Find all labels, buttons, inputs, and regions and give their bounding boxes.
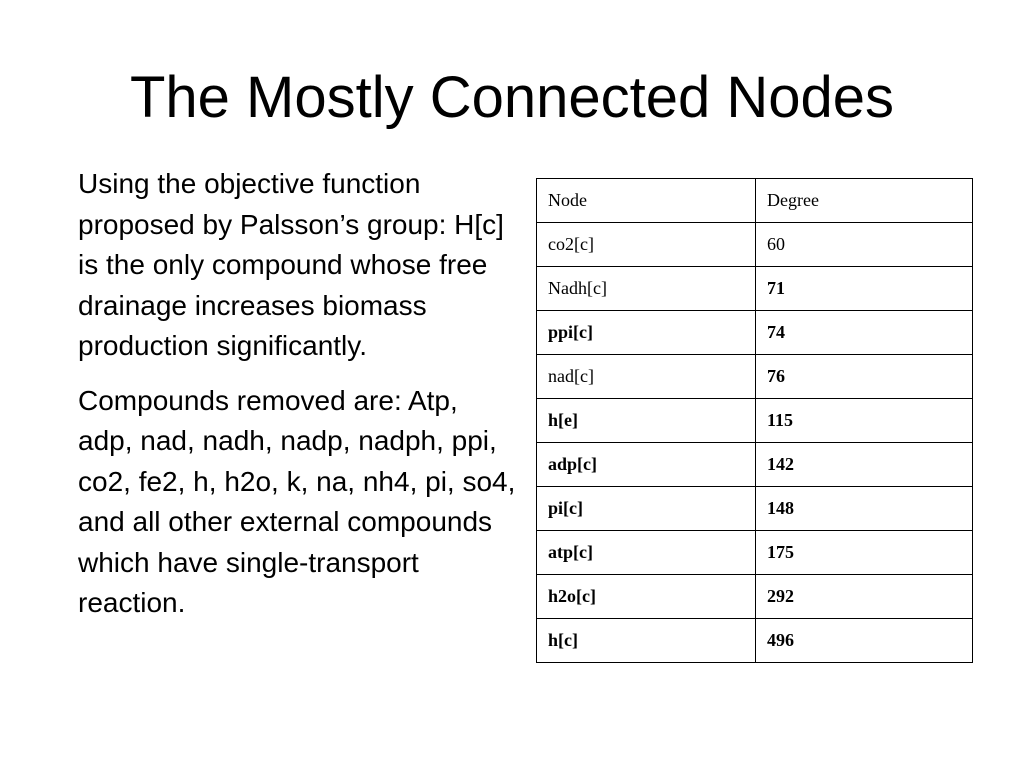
table-header-row [537,179,973,223]
header-node: Node [537,179,756,223]
table-row [537,575,973,619]
slide-title: The Mostly Connected Nodes [129,65,895,130]
cell-node: h[e] [537,399,756,443]
cell-node: atp[c] [537,531,756,575]
cell-node: Nadh[c] [537,267,756,311]
node-degree-table-container [536,178,973,663]
cell-degree: 74 [756,311,973,355]
cell-node: h[c] [537,619,756,663]
table-row [537,619,973,663]
table-row [537,487,973,531]
cell-degree: 496 [756,619,973,663]
cell-node: co2[c] [537,223,756,267]
cell-node: h2o[c] [537,575,756,619]
table-row [537,399,973,443]
table-row [537,355,973,399]
header-degree: Degree [756,179,973,223]
table-row [537,267,973,311]
cell-node: ppi[c] [537,311,756,355]
table-row [537,311,973,355]
table-row [537,531,973,575]
cell-degree: 60 [756,223,973,267]
cell-degree: 175 [756,531,973,575]
table-row [537,223,973,267]
cell-degree: 71 [756,267,973,311]
cell-degree: 292 [756,575,973,619]
paragraph-compounds-removed: Compounds removed are: Atp, adp, nad, nadh, nadp, nadph, ppi, co2, fe2, h, h2o, k, na, nh4, pi, so4, and all other external compounds which have single-transport reaction. [78,384,516,618]
cell-degree: 76 [756,355,973,399]
table-row [537,443,973,487]
body-text [78,164,518,638]
cell-node: adp[c] [537,443,756,487]
cell-degree: 148 [756,487,973,531]
paragraph-objective-function: Using the objective function proposed by Palsson’s group: H[c] is the only compound whose free drainage increases biomass production significantly. [78,168,504,361]
cell-node: pi[c] [537,487,756,531]
cell-node: nad[c] [537,355,756,399]
node-degree-table [536,178,973,663]
cell-degree: 142 [756,443,973,487]
cell-degree: 115 [756,399,973,443]
